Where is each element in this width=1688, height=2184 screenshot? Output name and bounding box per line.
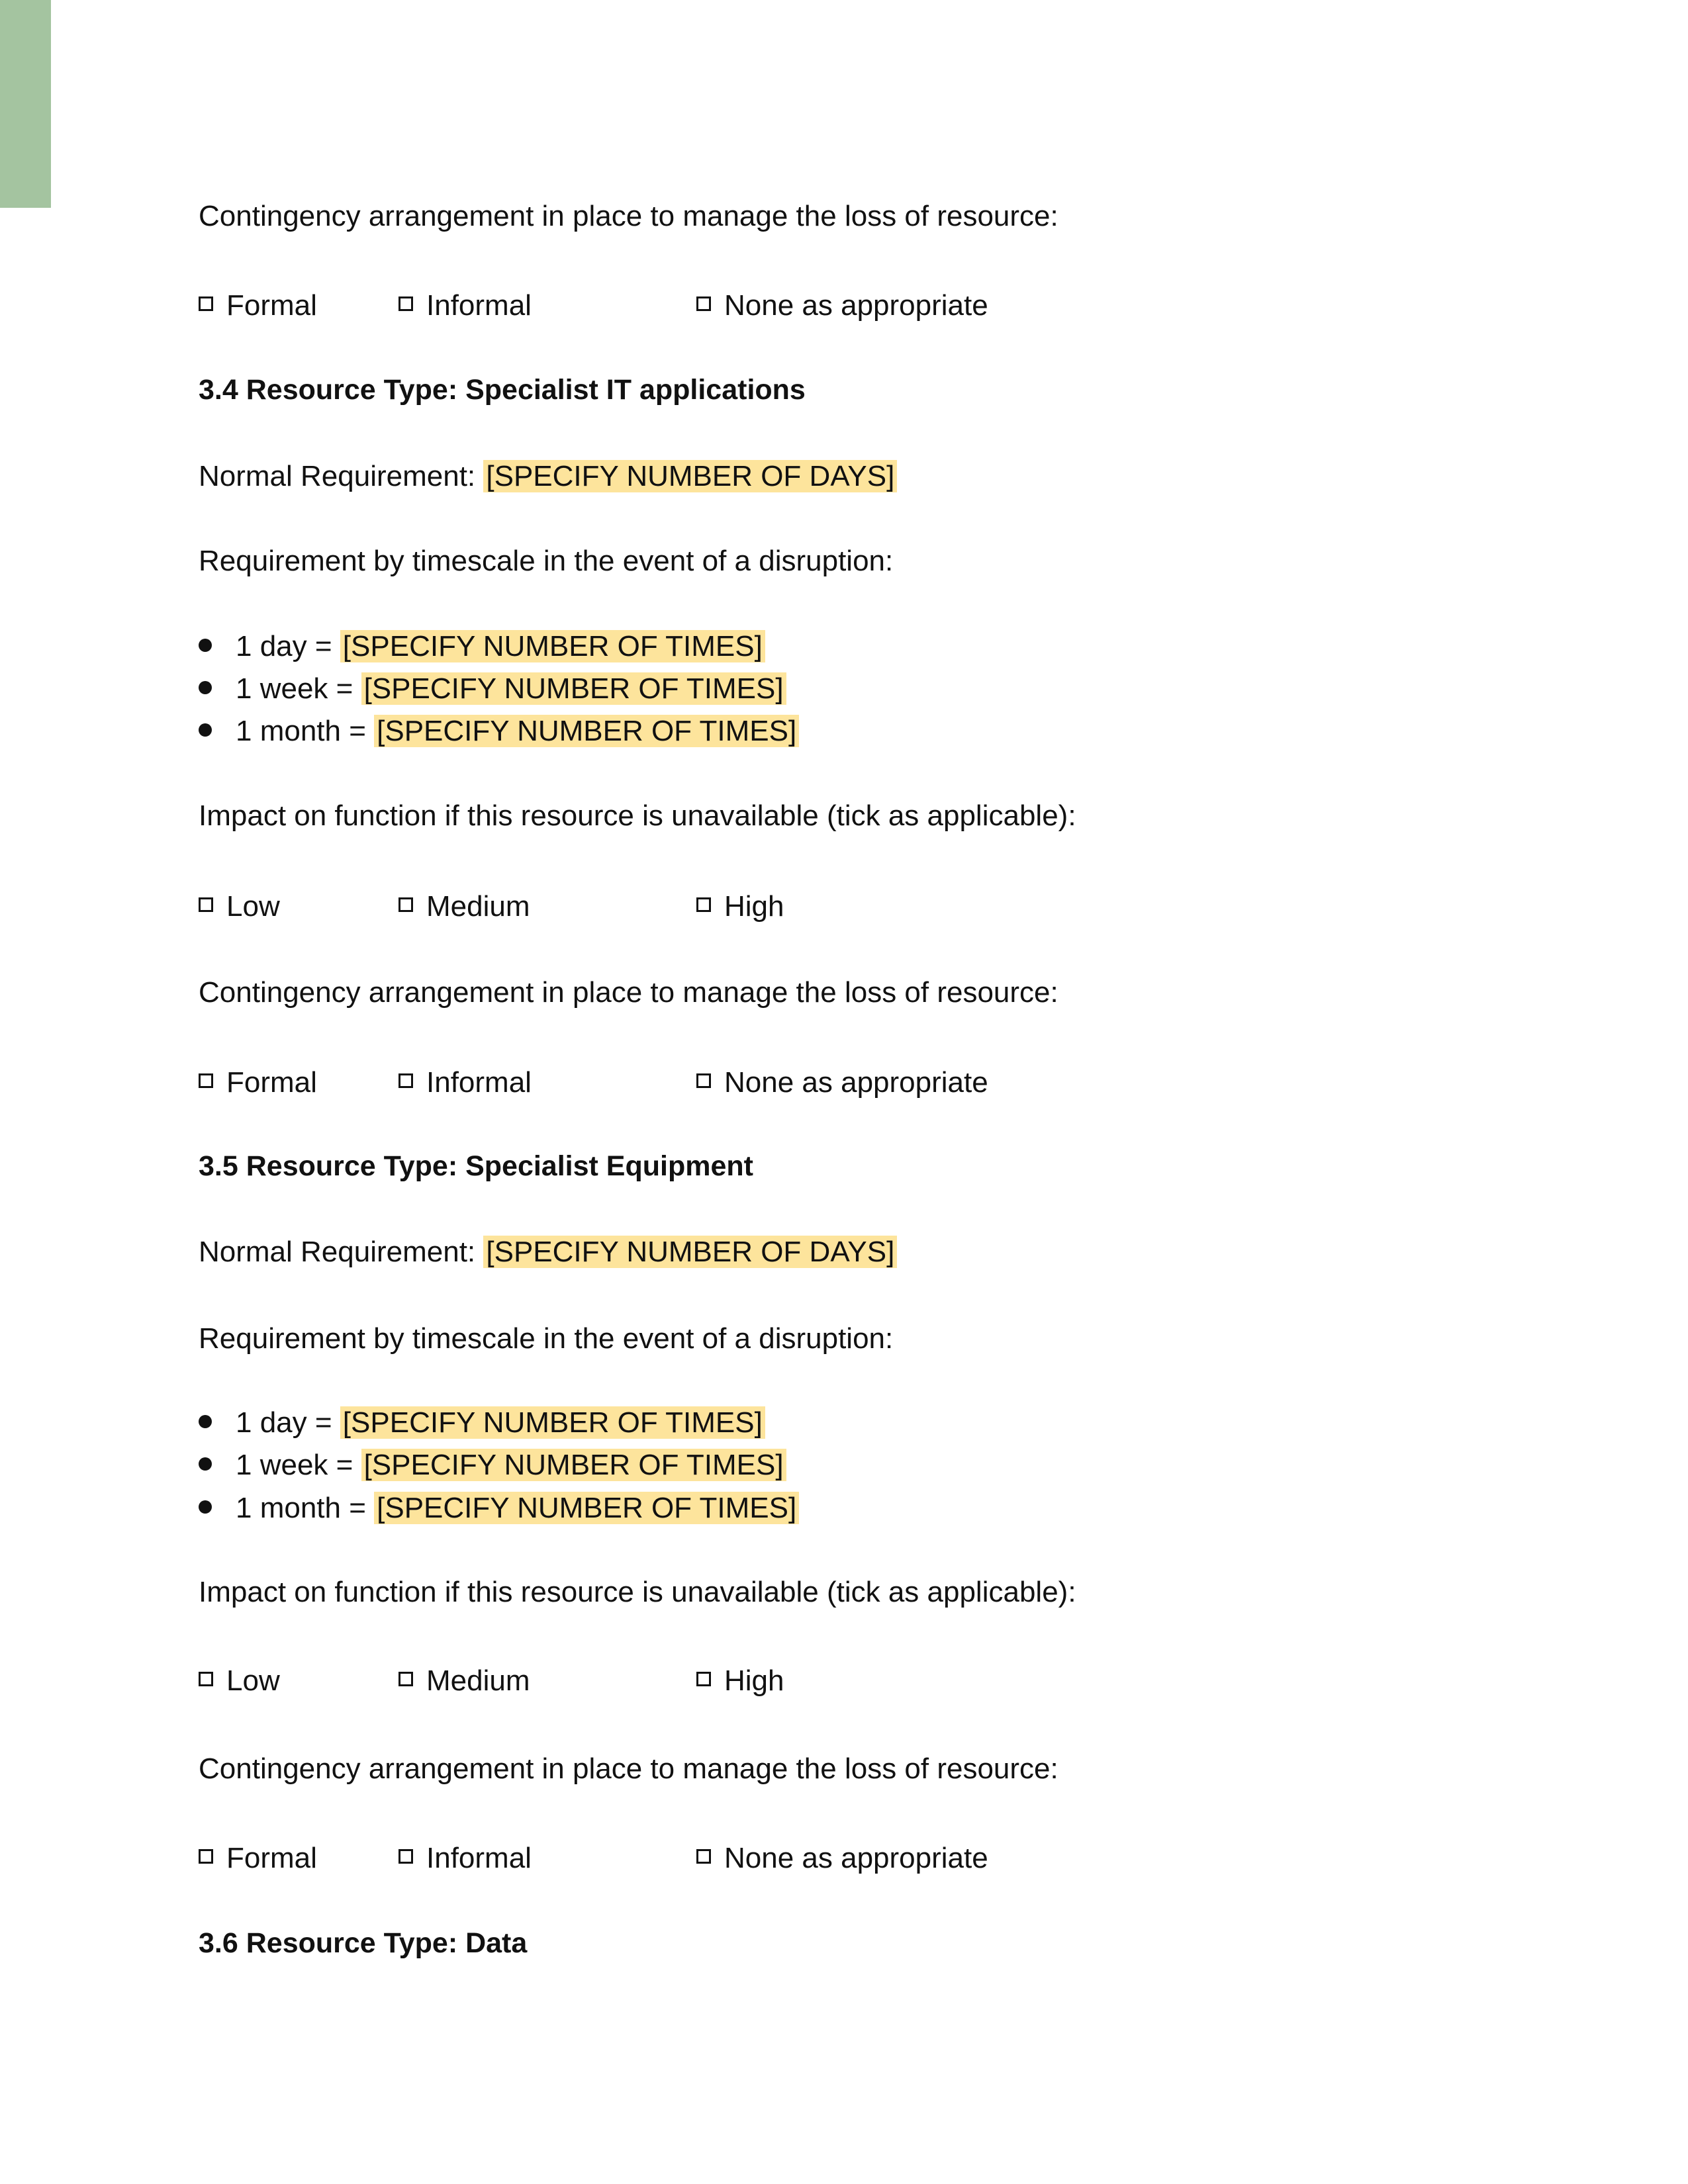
bullet-icon (199, 723, 212, 737)
checkbox-icon[interactable] (199, 296, 213, 311)
section-heading: 3.6 Resource Type: Data (199, 1927, 528, 1959)
contingency-option-formal[interactable]: Formal (199, 1839, 317, 1878)
bullet-icon (199, 1500, 212, 1514)
placeholder-days[interactable]: [SPECIFY NUMBER OF DAYS] (483, 460, 897, 492)
checkbox-icon[interactable] (399, 296, 413, 311)
checkbox-icon[interactable] (696, 1672, 711, 1686)
contingency-option-none[interactable]: None as appropriate (696, 1063, 988, 1103)
checkbox-icon[interactable] (399, 1672, 413, 1686)
section-heading: 3.4 Resource Type: Specialist IT applications (199, 374, 806, 406)
checkbox-icon[interactable] (199, 1073, 213, 1088)
checkbox-icon[interactable] (696, 897, 711, 912)
contingency-option-informal[interactable]: Informal (399, 1063, 532, 1103)
list-item: 1 day = [SPECIFY NUMBER OF TIMES] (199, 1403, 765, 1443)
contingency-option-formal[interactable]: Formal (199, 1063, 317, 1103)
section-heading: 3.5 Resource Type: Specialist Equipment (199, 1150, 753, 1182)
checkbox-icon[interactable] (399, 897, 413, 912)
bullet-icon (199, 681, 212, 694)
checkbox-icon[interactable] (199, 897, 213, 912)
requirement-by-timescale-label: Requirement by timescale in the event of a disruption: (199, 545, 894, 577)
checkbox-icon[interactable] (696, 1849, 711, 1864)
list-item: 1 day = [SPECIFY NUMBER OF TIMES] (199, 627, 765, 666)
placeholder-days[interactable]: [SPECIFY NUMBER OF DAYS] (483, 1236, 897, 1268)
requirement-by-timescale-label: Requirement by timescale in the event of a disruption: (199, 1322, 894, 1355)
contingency-option-informal[interactable]: Informal (399, 1839, 532, 1878)
checkbox-icon[interactable] (696, 1073, 711, 1088)
placeholder-times[interactable]: [SPECIFY NUMBER OF TIMES] (340, 1406, 765, 1439)
impact-option-medium[interactable]: Medium (399, 887, 530, 927)
bullet-icon (199, 639, 212, 652)
impact-option-medium[interactable]: Medium (399, 1661, 530, 1701)
contingency-label: Contingency arrangement in place to manage the loss of resource: (199, 200, 1058, 232)
checkbox-icon[interactable] (399, 1073, 413, 1088)
list-item: 1 month = [SPECIFY NUMBER OF TIMES] (199, 1488, 799, 1528)
placeholder-times[interactable]: [SPECIFY NUMBER OF TIMES] (340, 630, 765, 662)
document-page (199, 0, 1523, 2184)
bullet-icon (199, 1457, 212, 1471)
placeholder-times[interactable]: [SPECIFY NUMBER OF TIMES] (361, 672, 786, 705)
placeholder-times[interactable]: [SPECIFY NUMBER OF TIMES] (374, 715, 799, 747)
list-item: 1 week = [SPECIFY NUMBER OF TIMES] (199, 669, 786, 709)
page-side-tab (0, 0, 51, 208)
normal-requirement: Normal Requirement: [SPECIFY NUMBER OF DAYS] (199, 1232, 897, 1272)
contingency-option-none[interactable]: None as appropriate (696, 1839, 988, 1878)
checkbox-icon[interactable] (199, 1672, 213, 1686)
impact-label: Impact on function if this resource is unavailable (tick as applicable): (199, 799, 1076, 832)
checkbox-icon[interactable] (696, 296, 711, 311)
impact-option-low[interactable]: Low (199, 887, 280, 927)
contingency-label: Contingency arrangement in place to manage the loss of resource: (199, 1752, 1058, 1785)
checkbox-icon[interactable] (199, 1849, 213, 1864)
normal-requirement: Normal Requirement: [SPECIFY NUMBER OF DAYS] (199, 457, 897, 496)
list-item: 1 month = [SPECIFY NUMBER OF TIMES] (199, 711, 799, 751)
contingency-option-none[interactable]: None as appropriate (696, 286, 988, 326)
impact-option-high[interactable]: High (696, 887, 784, 927)
contingency-option-formal[interactable]: Formal (199, 286, 317, 326)
bullet-icon (199, 1415, 212, 1428)
placeholder-times[interactable]: [SPECIFY NUMBER OF TIMES] (374, 1492, 799, 1524)
contingency-option-informal[interactable]: Informal (399, 286, 532, 326)
placeholder-times[interactable]: [SPECIFY NUMBER OF TIMES] (361, 1449, 786, 1481)
impact-option-low[interactable]: Low (199, 1661, 280, 1701)
impact-option-high[interactable]: High (696, 1661, 784, 1701)
list-item: 1 week = [SPECIFY NUMBER OF TIMES] (199, 1445, 786, 1485)
impact-label: Impact on function if this resource is unavailable (tick as applicable): (199, 1576, 1076, 1608)
checkbox-icon[interactable] (399, 1849, 413, 1864)
contingency-label: Contingency arrangement in place to manage the loss of resource: (199, 976, 1058, 1009)
